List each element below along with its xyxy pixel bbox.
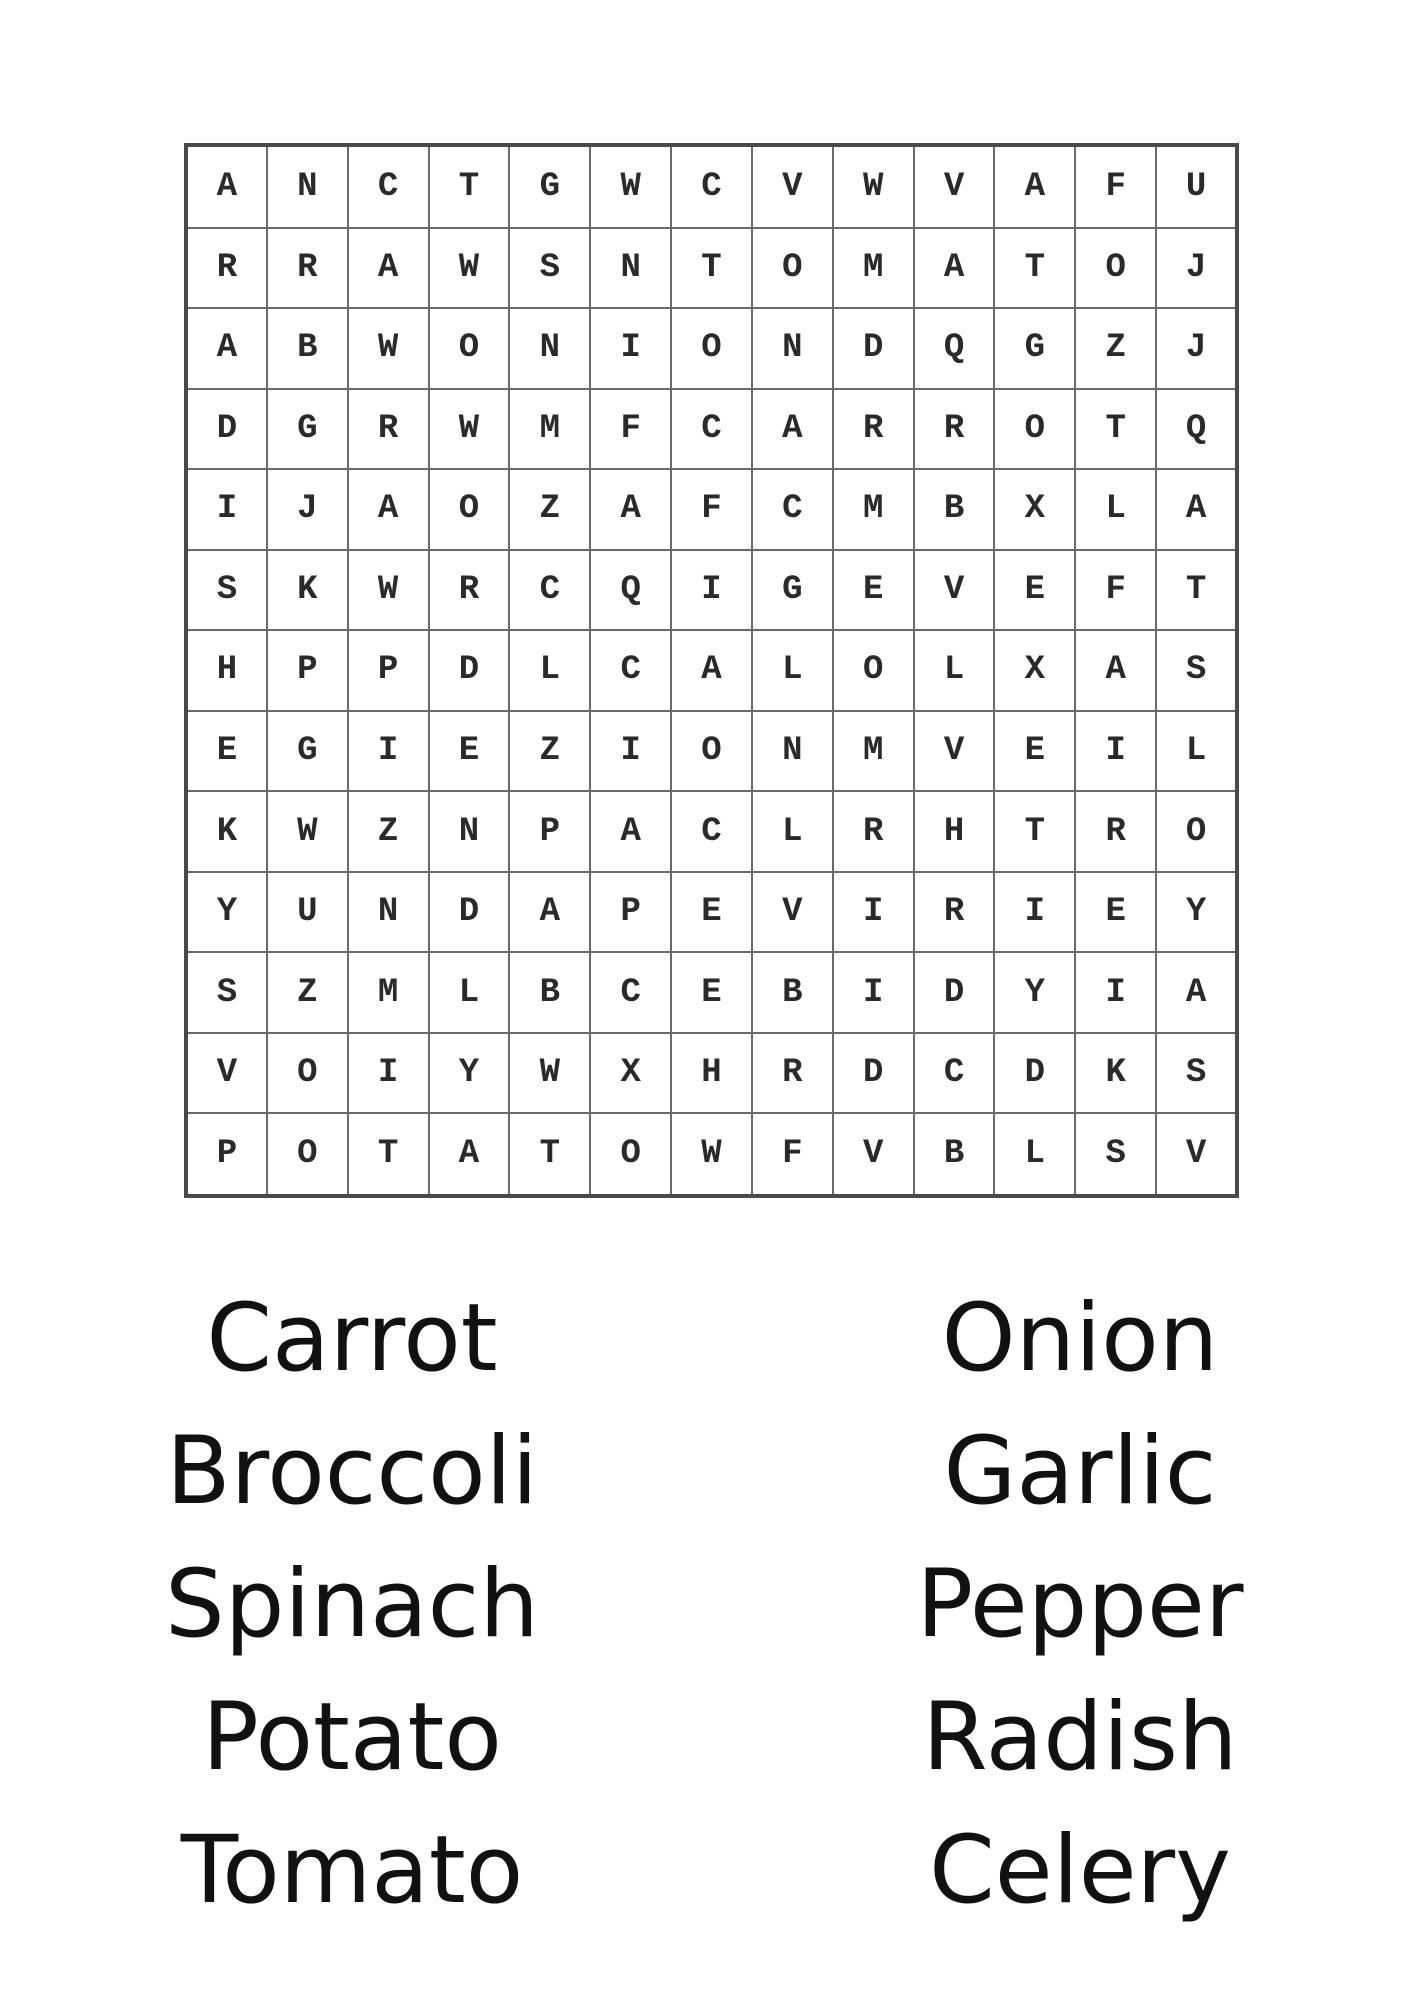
grid-cell: W bbox=[348, 550, 429, 631]
grid-cell: V bbox=[914, 145, 995, 228]
grid-row bbox=[186, 1033, 1237, 1114]
grid-cell: E bbox=[671, 872, 752, 953]
grid-cell: O bbox=[267, 1033, 348, 1114]
grid-cell: J bbox=[1156, 228, 1237, 309]
grid-cell: I bbox=[1075, 711, 1156, 792]
grid-cell: C bbox=[590, 952, 671, 1033]
grid-cell: A bbox=[1156, 952, 1237, 1033]
grid-row bbox=[186, 791, 1237, 872]
grid-cell: L bbox=[1075, 469, 1156, 550]
grid-cell: A bbox=[1156, 469, 1237, 550]
grid-cell: J bbox=[267, 469, 348, 550]
grid-cell: R bbox=[914, 389, 995, 470]
grid-cell: Q bbox=[914, 308, 995, 389]
grid-cell: C bbox=[914, 1033, 995, 1114]
grid-cell: O bbox=[752, 228, 833, 309]
grid-row bbox=[186, 711, 1237, 792]
grid-cell: W bbox=[833, 145, 914, 228]
grid-cell: N bbox=[509, 308, 590, 389]
grid-cell: P bbox=[509, 791, 590, 872]
grid-cell: D bbox=[429, 630, 510, 711]
grid-row bbox=[186, 145, 1237, 228]
grid-cell: F bbox=[1075, 145, 1156, 228]
grid-cell: V bbox=[752, 145, 833, 228]
grid-cell: Y bbox=[994, 952, 1075, 1033]
grid-cell: O bbox=[994, 389, 1075, 470]
grid-row bbox=[186, 308, 1237, 389]
grid-row bbox=[186, 630, 1237, 711]
grid-cell: W bbox=[429, 228, 510, 309]
word-list-item: Tomato bbox=[180, 1816, 524, 1925]
grid-cell: D bbox=[914, 952, 995, 1033]
grid-cell: S bbox=[186, 550, 267, 631]
word-list-item: Potato bbox=[202, 1683, 502, 1792]
grid-cell: R bbox=[914, 872, 995, 953]
grid-cell: S bbox=[509, 228, 590, 309]
grid-cell: N bbox=[590, 228, 671, 309]
grid-row bbox=[186, 1113, 1237, 1196]
grid-cell: Z bbox=[1075, 308, 1156, 389]
grid-cell: X bbox=[994, 630, 1075, 711]
grid-cell: D bbox=[833, 308, 914, 389]
grid-cell: P bbox=[348, 630, 429, 711]
word-list-item: Radish bbox=[922, 1683, 1238, 1792]
grid-cell: B bbox=[509, 952, 590, 1033]
word-list-item: Onion bbox=[941, 1284, 1219, 1393]
grid-cell: A bbox=[509, 872, 590, 953]
grid-cell: O bbox=[833, 630, 914, 711]
grid-cell: C bbox=[752, 469, 833, 550]
grid-cell: C bbox=[348, 145, 429, 228]
word-list-item: Spinach bbox=[165, 1550, 539, 1659]
grid-cell: E bbox=[1075, 872, 1156, 953]
grid-cell: A bbox=[914, 228, 995, 309]
grid-cell: I bbox=[833, 872, 914, 953]
word-search-grid bbox=[184, 143, 1239, 1198]
grid-cell: A bbox=[348, 469, 429, 550]
word-list-item: Garlic bbox=[943, 1417, 1217, 1526]
grid-cell: G bbox=[267, 389, 348, 470]
grid-cell: L bbox=[994, 1113, 1075, 1196]
grid-cell: U bbox=[267, 872, 348, 953]
grid-cell: U bbox=[1156, 145, 1237, 228]
grid-cell: O bbox=[1075, 228, 1156, 309]
word-list-left bbox=[72, 1272, 632, 1937]
grid-cell: B bbox=[267, 308, 348, 389]
grid-cell: K bbox=[267, 550, 348, 631]
grid-cell: L bbox=[914, 630, 995, 711]
grid-cell: Z bbox=[348, 791, 429, 872]
grid-cell: R bbox=[186, 228, 267, 309]
grid-row bbox=[186, 952, 1237, 1033]
grid-cell: L bbox=[1156, 711, 1237, 792]
grid-cell: S bbox=[1075, 1113, 1156, 1196]
grid-cell: B bbox=[752, 952, 833, 1033]
grid-cell: C bbox=[509, 550, 590, 631]
grid-cell: X bbox=[994, 469, 1075, 550]
grid-cell: W bbox=[509, 1033, 590, 1114]
grid-cell: N bbox=[348, 872, 429, 953]
grid-cell: O bbox=[429, 308, 510, 389]
grid-cell: J bbox=[1156, 308, 1237, 389]
grid-row bbox=[186, 550, 1237, 631]
grid-cell: O bbox=[671, 711, 752, 792]
grid-cell: M bbox=[348, 952, 429, 1033]
grid-cell: Z bbox=[509, 711, 590, 792]
grid-cell: O bbox=[671, 308, 752, 389]
grid-body bbox=[186, 145, 1237, 1196]
grid-cell: I bbox=[833, 952, 914, 1033]
grid-cell: I bbox=[590, 711, 671, 792]
grid-cell: C bbox=[671, 145, 752, 228]
word-list-item: Celery bbox=[929, 1816, 1231, 1925]
grid-cell: T bbox=[994, 791, 1075, 872]
grid-row bbox=[186, 389, 1237, 470]
grid-cell: I bbox=[994, 872, 1075, 953]
grid-cell: N bbox=[429, 791, 510, 872]
word-list-right bbox=[800, 1272, 1360, 1937]
grid-cell: D bbox=[186, 389, 267, 470]
grid-cell: V bbox=[186, 1033, 267, 1114]
grid-cell: R bbox=[752, 1033, 833, 1114]
grid-cell: S bbox=[1156, 1033, 1237, 1114]
grid-cell: C bbox=[590, 630, 671, 711]
grid-cell: F bbox=[752, 1113, 833, 1196]
grid-cell: L bbox=[752, 791, 833, 872]
grid-cell: L bbox=[509, 630, 590, 711]
grid-cell: I bbox=[590, 308, 671, 389]
grid-cell: N bbox=[267, 145, 348, 228]
grid-cell: B bbox=[914, 1113, 995, 1196]
grid-cell: E bbox=[429, 711, 510, 792]
grid-cell: Y bbox=[1156, 872, 1237, 953]
grid-cell: C bbox=[671, 791, 752, 872]
grid-cell: P bbox=[267, 630, 348, 711]
grid-cell: N bbox=[752, 711, 833, 792]
grid-cell: A bbox=[429, 1113, 510, 1196]
grid-cell: M bbox=[509, 389, 590, 470]
grid-cell: E bbox=[186, 711, 267, 792]
grid-cell: F bbox=[1075, 550, 1156, 631]
grid-cell: F bbox=[590, 389, 671, 470]
grid-cell: V bbox=[1156, 1113, 1237, 1196]
grid-cell: A bbox=[752, 389, 833, 470]
grid-cell: R bbox=[267, 228, 348, 309]
grid-cell: I bbox=[348, 1033, 429, 1114]
grid-cell: R bbox=[348, 389, 429, 470]
grid-cell: A bbox=[590, 791, 671, 872]
grid-cell: W bbox=[267, 791, 348, 872]
grid-cell: R bbox=[1075, 791, 1156, 872]
grid-cell: O bbox=[429, 469, 510, 550]
grid-cell: Z bbox=[267, 952, 348, 1033]
grid-cell: P bbox=[186, 1113, 267, 1196]
grid-cell: R bbox=[429, 550, 510, 631]
grid-cell: Q bbox=[590, 550, 671, 631]
grid-cell: A bbox=[1075, 630, 1156, 711]
grid-cell: Y bbox=[186, 872, 267, 953]
grid-cell: T bbox=[429, 145, 510, 228]
grid-cell: V bbox=[833, 1113, 914, 1196]
grid-cell: E bbox=[994, 550, 1075, 631]
grid-cell: W bbox=[590, 145, 671, 228]
grid-cell: E bbox=[994, 711, 1075, 792]
grid-cell: H bbox=[914, 791, 995, 872]
grid-cell: M bbox=[833, 228, 914, 309]
grid-cell: S bbox=[1156, 630, 1237, 711]
grid-cell: K bbox=[186, 791, 267, 872]
word-list-item: Pepper bbox=[916, 1550, 1244, 1659]
grid-cell: D bbox=[429, 872, 510, 953]
grid-cell: O bbox=[1156, 791, 1237, 872]
grid-cell: K bbox=[1075, 1033, 1156, 1114]
grid-cell: W bbox=[348, 308, 429, 389]
grid-cell: S bbox=[186, 952, 267, 1033]
grid-cell: X bbox=[590, 1033, 671, 1114]
grid-cell: G bbox=[752, 550, 833, 631]
grid-cell: F bbox=[671, 469, 752, 550]
grid-cell: A bbox=[994, 145, 1075, 228]
grid-row bbox=[186, 469, 1237, 550]
word-list-item: Broccoli bbox=[166, 1417, 538, 1526]
grid-cell: M bbox=[833, 711, 914, 792]
grid-cell: Q bbox=[1156, 389, 1237, 470]
grid-cell: G bbox=[994, 308, 1075, 389]
grid-cell: L bbox=[429, 952, 510, 1033]
grid-cell: E bbox=[833, 550, 914, 631]
grid-cell: N bbox=[752, 308, 833, 389]
grid-cell: H bbox=[186, 630, 267, 711]
grid-row bbox=[186, 228, 1237, 309]
grid-cell: W bbox=[429, 389, 510, 470]
grid-cell: G bbox=[267, 711, 348, 792]
grid-cell: T bbox=[1156, 550, 1237, 631]
grid-cell: I bbox=[671, 550, 752, 631]
grid-cell: A bbox=[186, 145, 267, 228]
grid-cell: V bbox=[914, 550, 995, 631]
grid-cell: T bbox=[994, 228, 1075, 309]
grid-cell: A bbox=[671, 630, 752, 711]
grid-cell: A bbox=[186, 308, 267, 389]
grid-cell: Y bbox=[429, 1033, 510, 1114]
word-list-item: Carrot bbox=[206, 1284, 498, 1393]
grid-cell: D bbox=[994, 1033, 1075, 1114]
grid-cell: H bbox=[671, 1033, 752, 1114]
grid-cell: C bbox=[671, 389, 752, 470]
grid-cell: V bbox=[914, 711, 995, 792]
grid-cell: I bbox=[186, 469, 267, 550]
grid-cell: P bbox=[590, 872, 671, 953]
grid-cell: T bbox=[509, 1113, 590, 1196]
grid-row bbox=[186, 872, 1237, 953]
grid-cell: T bbox=[671, 228, 752, 309]
grid-cell: A bbox=[348, 228, 429, 309]
grid-cell: D bbox=[833, 1033, 914, 1114]
grid-cell: Z bbox=[509, 469, 590, 550]
grid-cell: T bbox=[348, 1113, 429, 1196]
grid-cell: V bbox=[752, 872, 833, 953]
grid-cell: I bbox=[348, 711, 429, 792]
grid-cell: A bbox=[590, 469, 671, 550]
grid-cell: W bbox=[671, 1113, 752, 1196]
grid-cell: B bbox=[914, 469, 995, 550]
grid-cell: E bbox=[671, 952, 752, 1033]
grid-cell: T bbox=[1075, 389, 1156, 470]
grid-cell: I bbox=[1075, 952, 1156, 1033]
grid-cell: M bbox=[833, 469, 914, 550]
grid-cell: G bbox=[509, 145, 590, 228]
grid-cell: O bbox=[267, 1113, 348, 1196]
grid-cell: R bbox=[833, 791, 914, 872]
grid-cell: L bbox=[752, 630, 833, 711]
grid-cell: R bbox=[833, 389, 914, 470]
grid-cell: O bbox=[590, 1113, 671, 1196]
